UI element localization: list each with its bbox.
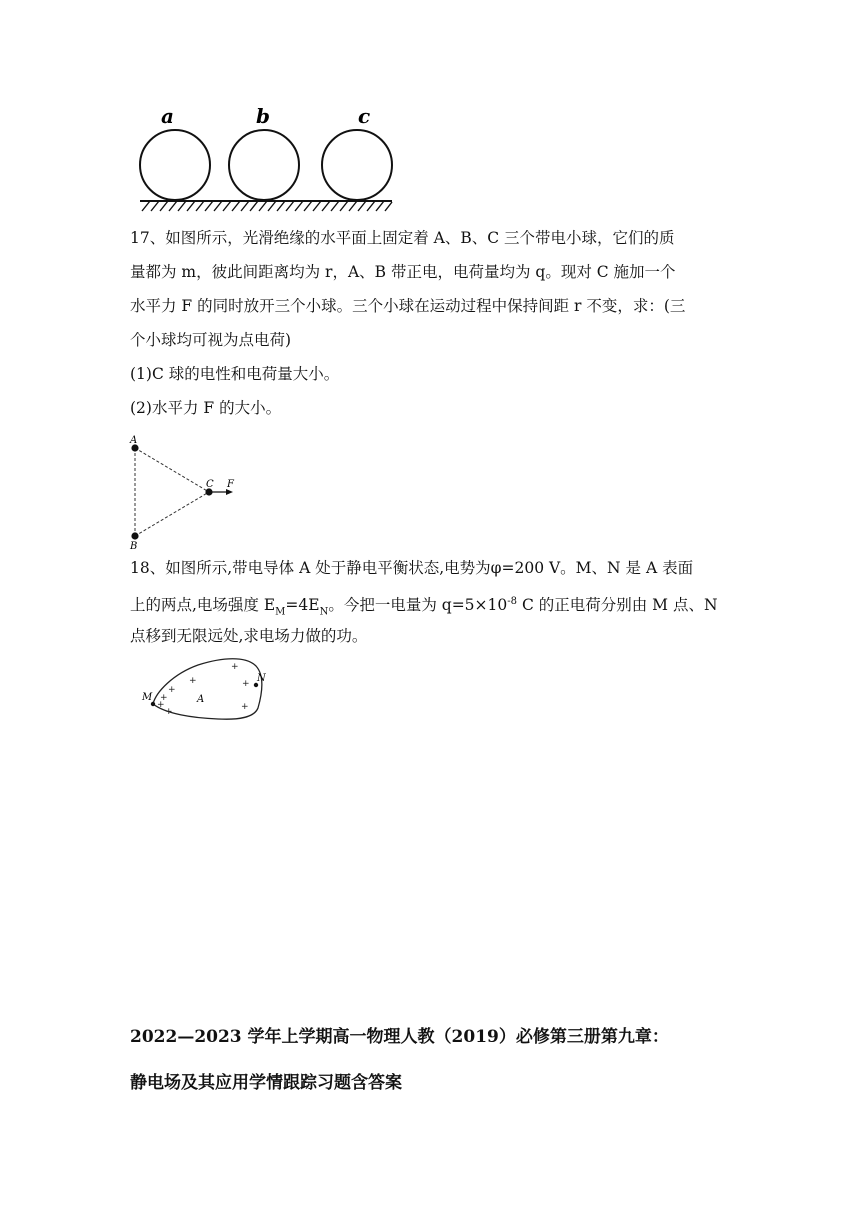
label-a: A [130, 435, 138, 446]
label-n: N [257, 673, 266, 684]
conductor-figure [138, 652, 273, 724]
plus-sign: + [242, 679, 250, 689]
q18-sub-n: N [319, 606, 329, 618]
label-m: M [142, 692, 153, 703]
question-17 [130, 221, 740, 425]
q17-part-1: (1)C 球的电性和电荷量大小。 [130, 365, 340, 383]
ball-b-label: b [256, 104, 270, 128]
q17-line: 量都为 m，彼此间距离均为 r，A、B 带正电，电荷量均为 q。现对 C 施加一个 [130, 263, 676, 281]
q18-line-3: 点移到无限远处,求电场力做的功。 [130, 627, 368, 645]
q18-line-2 [130, 585, 740, 619]
plus-sign: + [157, 700, 165, 710]
q18-text: =4E [285, 596, 320, 615]
ball-a [140, 130, 210, 200]
label-a: A [197, 694, 205, 705]
triangle-figure [125, 432, 245, 554]
q17-line: 17、如图所示，光滑绝缘的水平面上固定着 A、B、C 三个带电小球，它们的质 [130, 229, 675, 247]
label-f: F [227, 479, 234, 490]
ball-a-label: a [161, 104, 174, 128]
q18-line-1: 18、如图所示,带电导体 A 处于静电平衡状态,电势为φ=200 V。M、N 是 A 表面 [130, 559, 694, 577]
ball-c-label: c [358, 104, 371, 128]
plus-sign: + [168, 685, 176, 695]
question-18 [130, 551, 740, 653]
side-bc [135, 492, 209, 536]
side-ac [135, 448, 209, 492]
balls-figure [130, 95, 400, 220]
ball-c [322, 130, 392, 200]
q18-text: C 的正电荷分别由 M 点、N [517, 596, 718, 615]
q18-text: 。今把一电量为 q=5×10 [328, 596, 508, 615]
plus-sign: + [241, 702, 249, 712]
ground-hatch [140, 201, 392, 211]
q18-exponent: -8 [507, 596, 518, 607]
point-b [131, 532, 138, 539]
document-title-line-2: 静电场及其应用学情跟踪习题含答案 [130, 1073, 402, 1093]
plus-sign: + [189, 676, 197, 686]
ball-b [229, 130, 299, 200]
label-c: C [206, 479, 214, 490]
plus-sign: + [165, 707, 173, 717]
q17-line: 水平力 F 的同时放开三个小球。三个小球在运动过程中保持间距 r 不变，求：(三 [130, 297, 686, 315]
plus-sign: + [231, 662, 239, 672]
label-b: B [130, 541, 138, 552]
q18-text: 上的两点,电场强度 E [130, 596, 276, 615]
q18-sub-m: M [275, 606, 286, 618]
plus-sign: + [160, 693, 168, 703]
q17-line: 个小球均可视为点电荷) [130, 331, 292, 349]
plus-charges [157, 662, 250, 717]
document-title-line-1: 2022—2023 学年上学期高一物理人教（2019）必修第三册第九章： [130, 1027, 669, 1047]
q17-part-2: (2)水平力 F 的大小。 [130, 399, 282, 417]
